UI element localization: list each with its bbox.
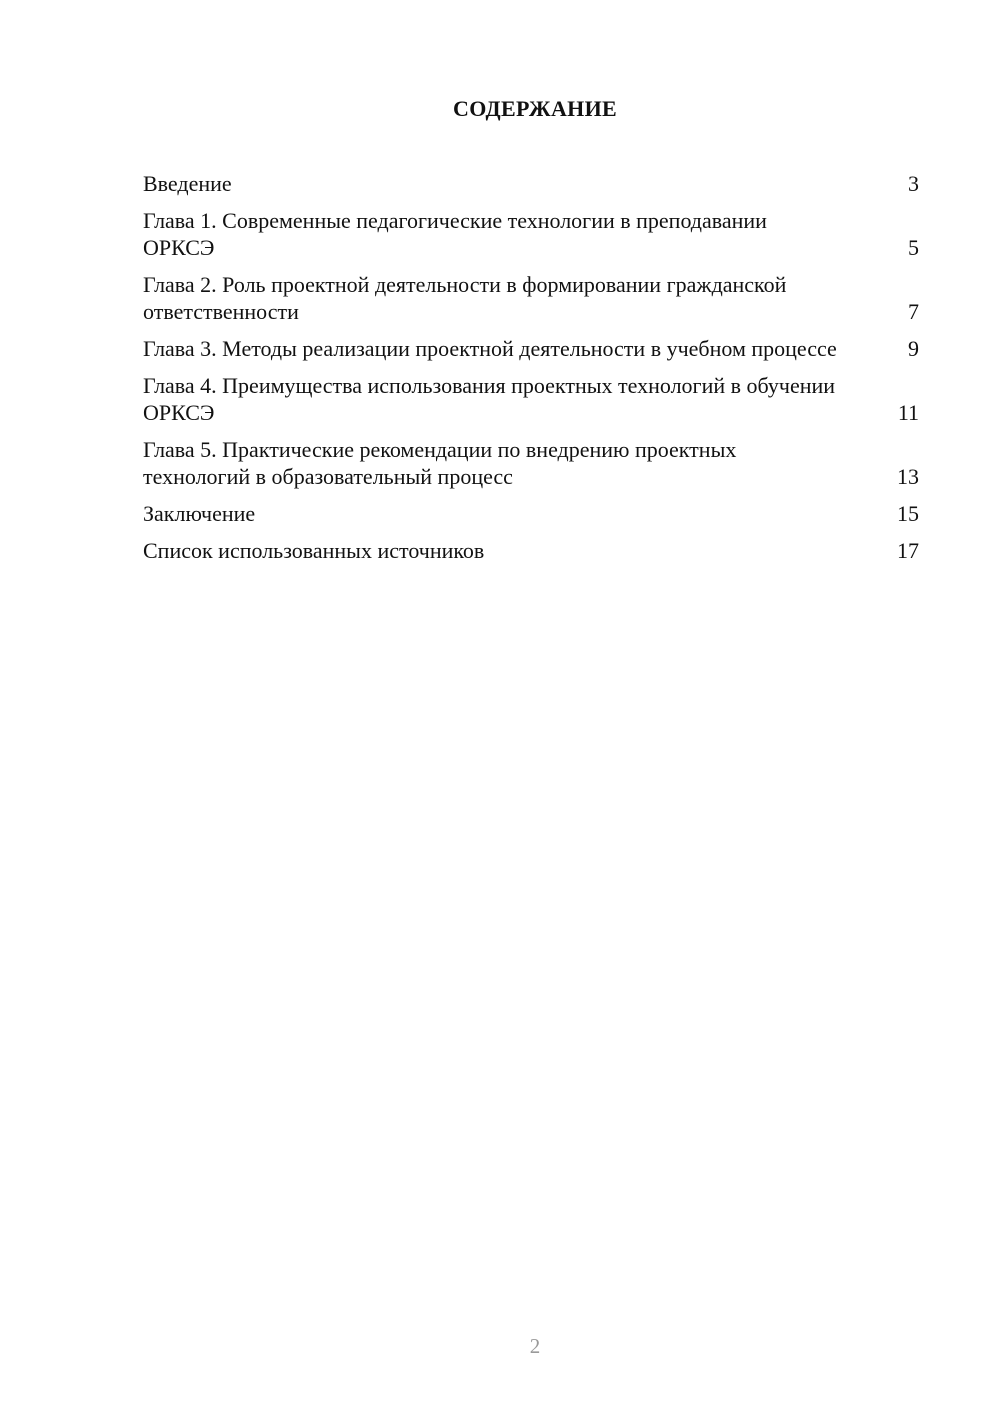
toc-entry-page: 11 [897, 400, 919, 425]
toc-entry[interactable] [143, 170, 919, 197]
toc-entry-page: 15 [897, 501, 919, 526]
toc-entry-text: Глава 2. Роль проектной деятельности в формировании гражданской ответственности [143, 272, 787, 324]
toc-entry-text: Глава 4. Преимущества использования проектных технологий в обучении ОРКСЭ [143, 373, 836, 425]
toc-entry[interactable] [143, 207, 919, 261]
page-title: СОДЕРЖАНИЕ [453, 96, 617, 121]
toc-entry[interactable] [143, 537, 919, 564]
toc-entry-page: 17 [897, 538, 919, 563]
toc-entry-page: 5 [908, 235, 919, 260]
toc-entry-text: Глава 1. Современные педагогические технологии в преподавании ОРКСЭ [143, 208, 767, 260]
toc-entry-page: 3 [908, 171, 919, 196]
toc-entry[interactable] [143, 500, 919, 527]
table-of-contents [143, 170, 919, 574]
toc-entry[interactable] [143, 436, 919, 490]
toc-entry-text: Заключение [143, 501, 256, 526]
toc-entry-text: Введение [143, 171, 232, 196]
toc-entry-page: 9 [908, 336, 919, 361]
toc-entry[interactable] [143, 271, 919, 325]
toc-entry-page: 7 [908, 299, 919, 324]
toc-entry-text: Глава 3. Методы реализации проектной деятельности в учебном процессе [143, 336, 837, 361]
page-number: 2 [529, 1334, 541, 1358]
toc-entry[interactable] [143, 335, 919, 362]
toc-entry-page: 13 [897, 464, 919, 489]
toc-entry-text: Глава 5. Практические рекомендации по внедрению проектных технологий в образовательный процесс [143, 437, 737, 489]
toc-entry-text: Список использованных источников [143, 538, 485, 563]
toc-entry[interactable] [143, 372, 919, 426]
